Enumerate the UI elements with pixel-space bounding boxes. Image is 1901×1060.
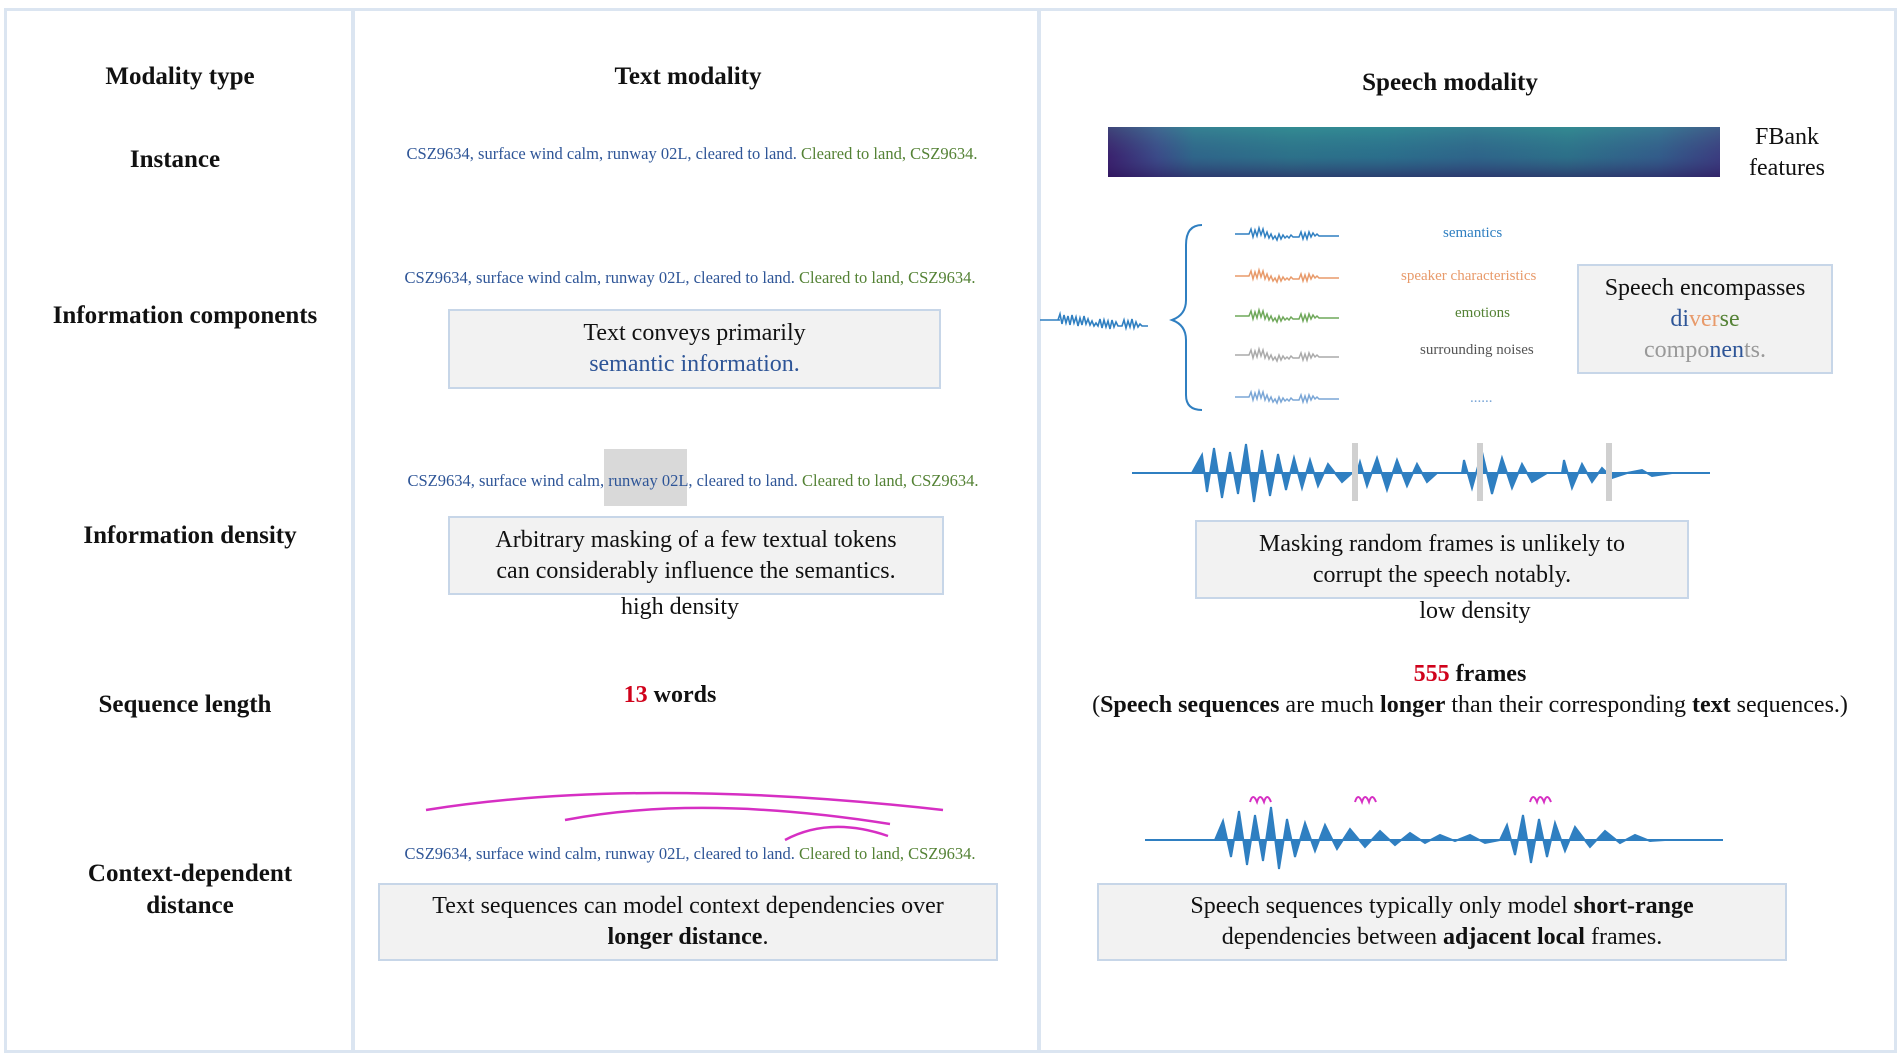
component-ellipsis: ...... <box>1470 390 1493 406</box>
row-label-info-density: Information density <box>83 522 297 549</box>
frame-count: 555 <box>1413 661 1450 687</box>
instance-sentence <box>392 144 992 164</box>
atc-part1: CSZ9634, surface wind calm, <box>407 471 609 490</box>
distance-sentence <box>390 844 990 864</box>
speaker-wave <box>1235 270 1339 282</box>
speech-distance-box: Speech sequences typically only model short-range dependencies between adjacent local frames. <box>1097 883 1787 961</box>
fbank-label: FBank features <box>1749 124 1825 181</box>
local-arc <box>1250 797 1271 802</box>
brace <box>1172 225 1202 410</box>
pilot-readback: Cleared to land, CSZ9634. <box>799 268 976 287</box>
input-waveform <box>1058 314 1148 329</box>
masked-speech-waveform <box>1132 430 1712 510</box>
text-distance-box: Text sequences can model context dependencies over longer distance. <box>378 883 998 961</box>
modality-type-header: Modality type <box>105 63 255 90</box>
speech-density-box: Masking random frames is unlikely to corrupt the speech notably. <box>1195 520 1689 599</box>
speech-length-note: (Speech sequences are much longer than their corresponding text sequences.) <box>1092 692 1848 718</box>
emotions-wave <box>1235 310 1339 322</box>
speech-seq-length: 555 frames <box>1413 661 1527 687</box>
component-emotions: emotions <box>1455 305 1510 321</box>
short-dependency-arc <box>785 827 888 840</box>
density-sentence <box>393 471 993 491</box>
context-arcs <box>400 780 960 845</box>
speech-components-box: Speech encompasses diverse components. <box>1577 264 1833 374</box>
row-label-seq-length: Sequence length <box>98 691 272 718</box>
text-seq-length: 13 words <box>623 682 717 708</box>
other-wave <box>1235 391 1339 403</box>
speech-segment-1 <box>1192 444 1672 502</box>
component-noise: surrounding noises <box>1420 342 1534 358</box>
atc-instruction: CSZ9634, surface wind calm, runway 02L, cleared to land. <box>404 268 800 287</box>
row-label-context-distance: Context-dependent distance <box>87 860 293 919</box>
mask-bar <box>1352 443 1358 501</box>
noise-wave <box>1235 349 1339 361</box>
atc-instruction: CSZ9634, surface wind calm, runway 02L, cleared to land. <box>406 144 802 163</box>
pilot-readback: Cleared to land, CSZ9634. <box>802 471 979 490</box>
pilot-readback: Cleared to land, CSZ9634. <box>799 844 976 863</box>
pilot-readback: Cleared to land, CSZ9634. <box>801 144 978 163</box>
atc-instruction: CSZ9634, surface wind calm, runway 02L, cleared to land. <box>404 844 800 863</box>
atc-part2: , cleared to land. <box>688 471 803 490</box>
text-density-box: Arbitrary masking of a few textual tokens can considerably influence the semantics. <box>448 516 944 595</box>
mask-bar <box>1606 443 1612 501</box>
component-waves <box>1235 218 1385 408</box>
row-label-info-components: Information components <box>52 302 318 329</box>
text-components-box: Text conveys primarily semantic information. <box>448 309 941 389</box>
fbank-spectrogram <box>1108 127 1720 177</box>
component-semantics: semantics <box>1443 225 1503 241</box>
component-speaker: speaker characteristics <box>1401 268 1537 284</box>
high-density-label: high density <box>621 594 739 620</box>
masked-token: runway 02L <box>608 471 689 490</box>
semantics-wave <box>1235 228 1339 240</box>
speech-modality-header: Speech modality <box>1362 69 1538 96</box>
mid-dependency-arc <box>565 808 890 824</box>
local-dependency-waveform <box>1145 785 1725 885</box>
word-count: 13 <box>623 682 648 708</box>
mask-bar <box>1477 443 1483 501</box>
local-arc <box>1355 797 1376 802</box>
text-modality-header: Text modality <box>614 63 762 90</box>
low-density-label: low density <box>1419 598 1531 624</box>
components-sentence <box>390 268 990 288</box>
row-label-instance: Instance <box>129 146 221 173</box>
local-arc <box>1530 797 1551 802</box>
